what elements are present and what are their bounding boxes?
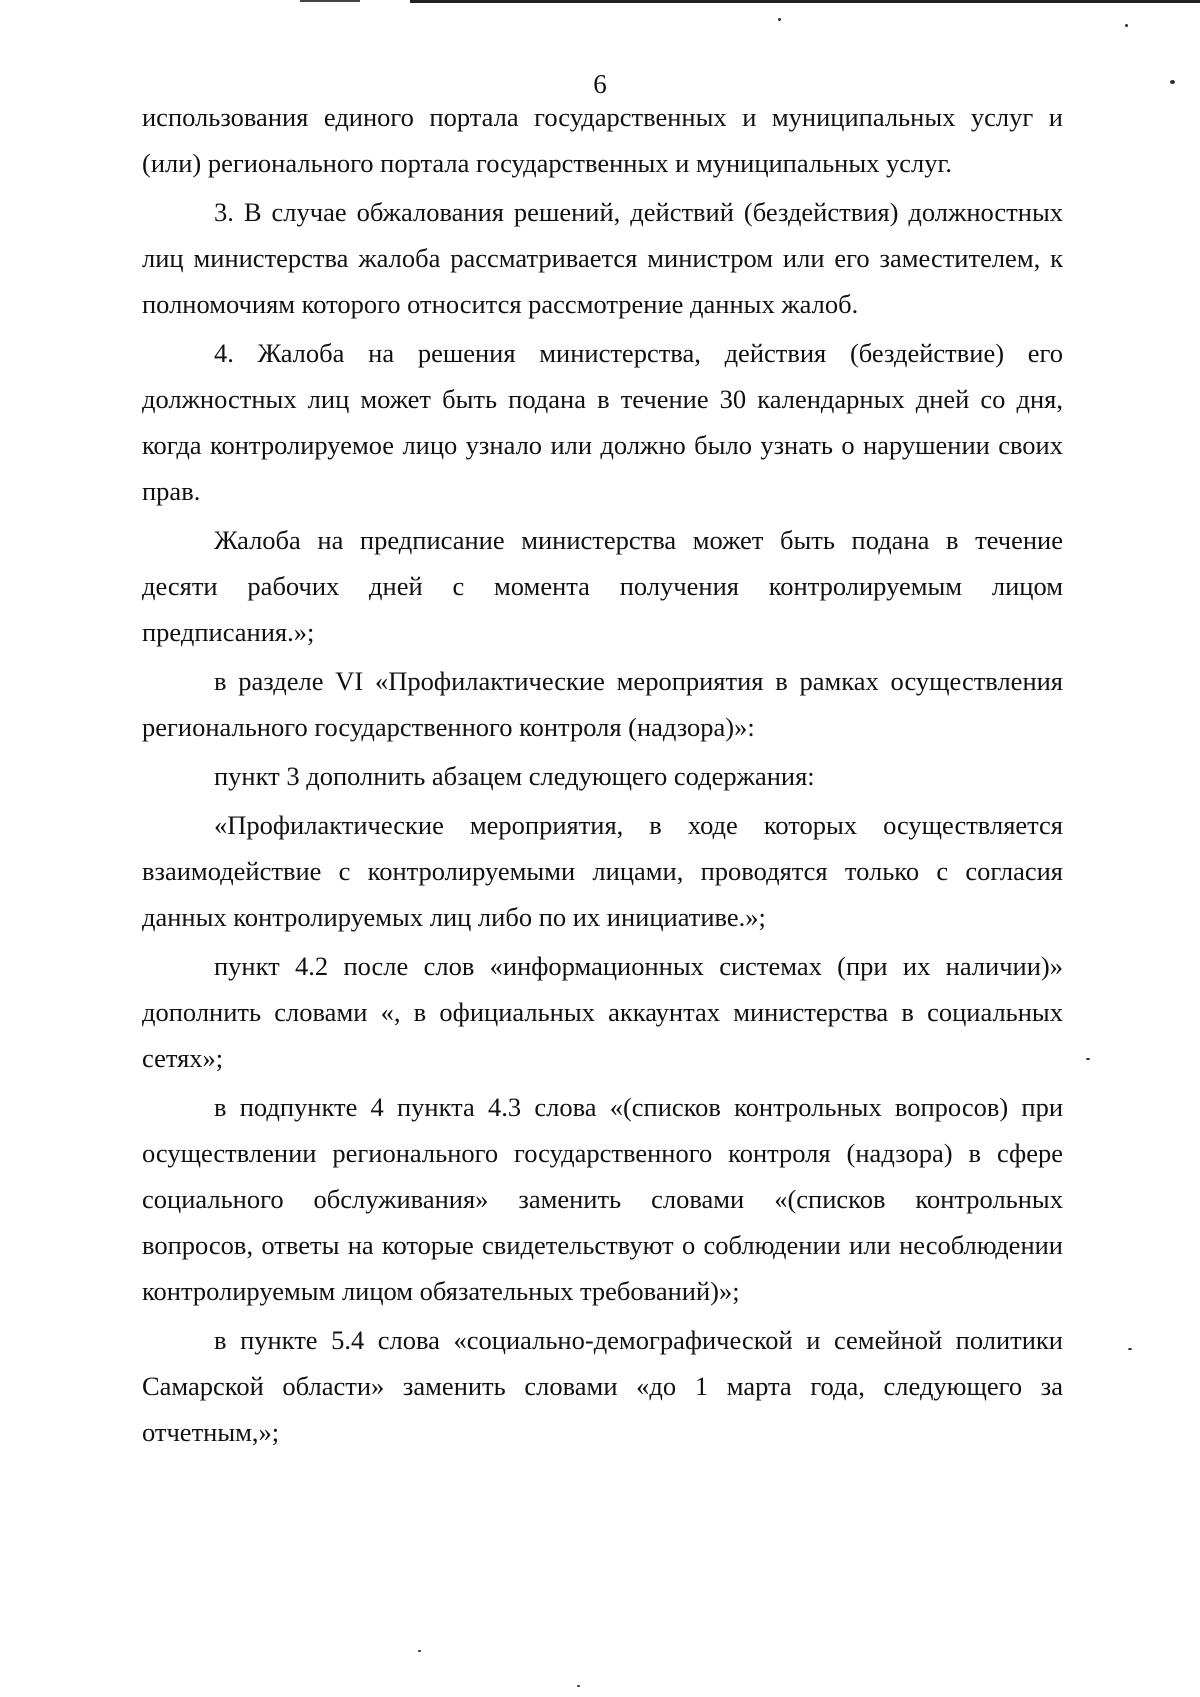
scan-speck xyxy=(1086,1058,1090,1060)
paragraph-section-vi: в разделе VI «Профилактические мероприятия в рамках осуществления регионального государственного контроля (надзора)»: xyxy=(142,666,1063,742)
scan-speck xyxy=(577,1685,580,1687)
paragraph-quote-preventive: «Профилактические мероприятия, в ходе которых осуществляется взаимодействие с контролируемыми лицами, проводятся только с согласия данных контролируемых лиц либо по их инициативе.»; xyxy=(142,810,1063,932)
scan-speck xyxy=(778,18,781,21)
paragraph-item-3: 3. В случае обжалования решений, действий (бездействия) должностных лиц министерства жалоба рассматривается министром или его заместителем, к полномочиям которого относится рассмотрение данных жалоб. xyxy=(142,197,1063,319)
paragraph-point-3: пункт 3 дополнить абзацем следующего содержания: xyxy=(214,761,815,791)
page-number: 6 xyxy=(593,69,607,99)
paragraph-subpoint-4-point-4-3: в подпункте 4 пункта 4.3 слова «(списков контрольных вопросов) при осуществлении регионального государственного контроля (надзора) в сфере социального обслуживания» заменить словами «(списков контрольных вопросов, ответы на которые свидетельствуют о соблюдении или несоблюдении контролируемым лицом обязательных требований)»; xyxy=(142,1092,1063,1306)
scan-speck xyxy=(1128,1348,1132,1350)
document-body xyxy=(142,94,1063,1455)
paragraph-point-4-2: пункт 4.2 после слов «информационных системах (при их наличии)» дополнить словами «, в официальных аккаунтах министерства в социальных сетях»; xyxy=(142,951,1063,1073)
scan-artifact-top-line xyxy=(410,0,1200,3)
paragraph-point-5-4: в пункте 5.4 слова «социально-демографической и семейной политики Самарской области» заменить словами «до 1 марта года, следующего за отчетным,»; xyxy=(142,1325,1063,1447)
paragraph-item-4: 4. Жалоба на решения министерства, действия (бездействие) его должностных лиц может быть подана в течение 30 календарных дней со дня, когда контролируемое лицо узнало или должно было узнать о нарушении своих прав. xyxy=(142,338,1063,506)
scan-artifact-top-dash xyxy=(300,0,360,2)
paragraph-prescription-complaint: Жалоба на предписание министерства может быть подана в течение десяти рабочих дней с момента получения контролируемым лицом предписания.»; xyxy=(142,525,1063,647)
scan-speck xyxy=(418,1650,421,1652)
scan-speck xyxy=(1125,24,1128,27)
paragraph-continuation: использования единого портала государственных и муниципальных услуг и (или) регионального портала государственных и муниципальных услуг. xyxy=(142,102,1063,178)
